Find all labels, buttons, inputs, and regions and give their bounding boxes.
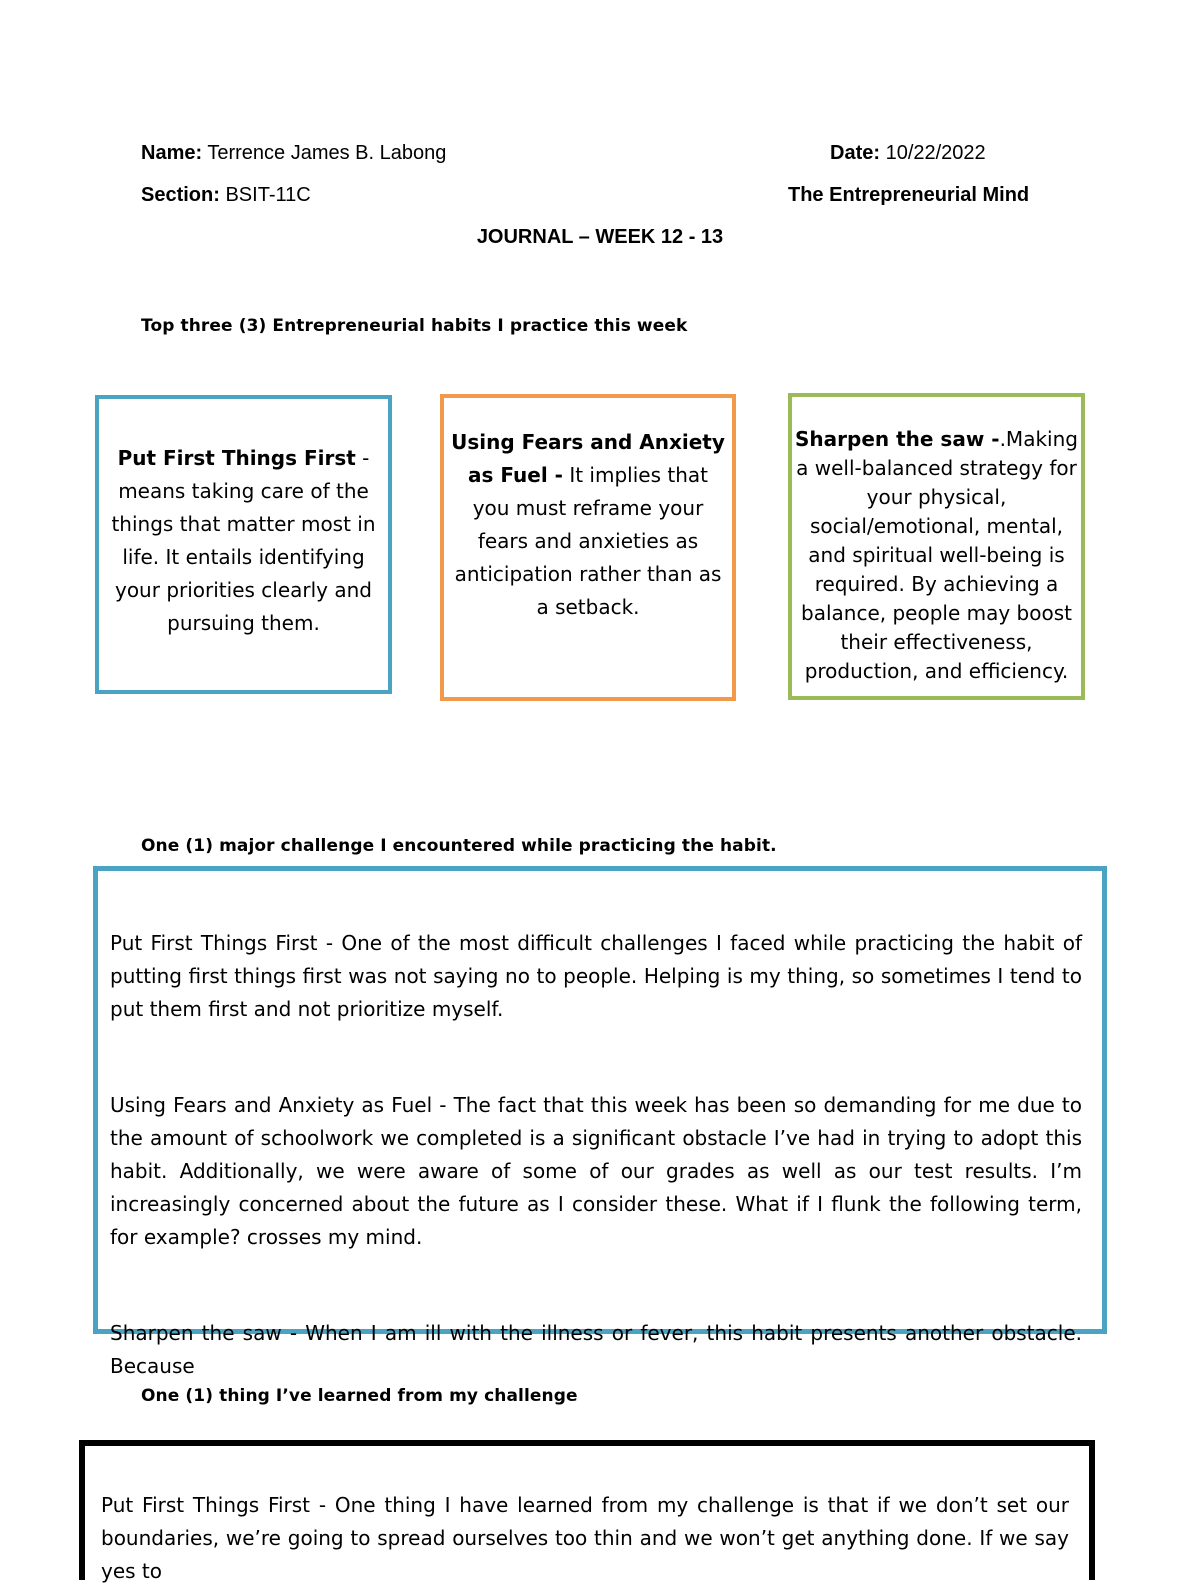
name-line <box>141 142 446 165</box>
challenge-box <box>93 866 1107 1378</box>
name-value: Terrence James B. Labong <box>207 142 447 164</box>
name-label: Name: <box>141 142 203 164</box>
habit-card-3 <box>788 393 1085 700</box>
habit-2-body: It implies that you must reframe your fears and anxieties as anticipation rather than as a setback. <box>454 463 722 619</box>
date-line <box>830 142 986 165</box>
habit-3-title: Sharpen the saw - <box>795 427 1000 451</box>
habit-card-2-text <box>444 426 732 624</box>
habits-prompt: Top three (3) Entrepreneurial habits I practice this week <box>141 316 688 336</box>
challenge-paragraph-3: Sharpen the saw - When I am ill with the illness or fever, this habit presents another obstacle. Because <box>110 1321 1082 1378</box>
habit-card-1 <box>95 395 392 694</box>
section-value: BSIT-11C <box>225 184 311 206</box>
challenge-paragraph-2: Using Fears and Anxiety as Fuel - The fact that this week has been so demanding for me due to the amount of schoolwork we completed is a significant obstacle I’ve had in trying to adopt this habit. Additionally, we were aware of some of our grades as well as our test results. I’m increasingly concerned about the future as I consider these. What if I flunk the following term, for example? crosses my mind. <box>110 1093 1082 1249</box>
section-line <box>141 184 311 207</box>
habit-card-2 <box>440 394 736 701</box>
learned-prompt: One (1) thing I’ve learned from my challenge <box>141 1386 578 1406</box>
habit-3-body: .Making a well-balanced strategy for your physical, social/emotional, mental, and spiritual well-being is required. By achieving a balance, people may boost their effectiveness, production, and efficiency. <box>796 427 1078 683</box>
challenge-prompt: One (1) major challenge I encountered while practicing the habit. <box>141 836 777 856</box>
habit-1-body: - means taking care of the things that matter most in life. It entails identifying your priorities clearly and pursuing them. <box>111 445 376 635</box>
learned-box <box>79 1440 1095 1583</box>
section-label: Section: <box>141 184 220 206</box>
date-value: 10/22/2022 <box>885 142 986 164</box>
habit-2-title: Using Fears and Anxiety as Fuel - <box>451 430 725 487</box>
habit-1-title: Put First Things First <box>117 445 356 470</box>
date-label: Date: <box>830 142 881 164</box>
challenge-paragraph-1: Put First Things First - One of the most difficult challenges I faced while practicing the habit of putting first things first was not saying no to people. Helping is my thing, so sometimes I tend to put them first and not prioritize myself. <box>110 931 1082 1021</box>
learned-paragraph-1: Put First Things First - One thing I have learned from my challenge is that if we don’t set our boundaries, we’re going to spread ourselves too thin and we won’t get anything done. If we say yes to <box>101 1493 1069 1583</box>
course-title: The Entrepreneurial Mind <box>788 184 1030 206</box>
habit-card-1-text <box>99 442 388 640</box>
habit-card-3-text <box>792 425 1081 686</box>
journal-title: JOURNAL – WEEK 12 - 13 <box>476 226 724 248</box>
